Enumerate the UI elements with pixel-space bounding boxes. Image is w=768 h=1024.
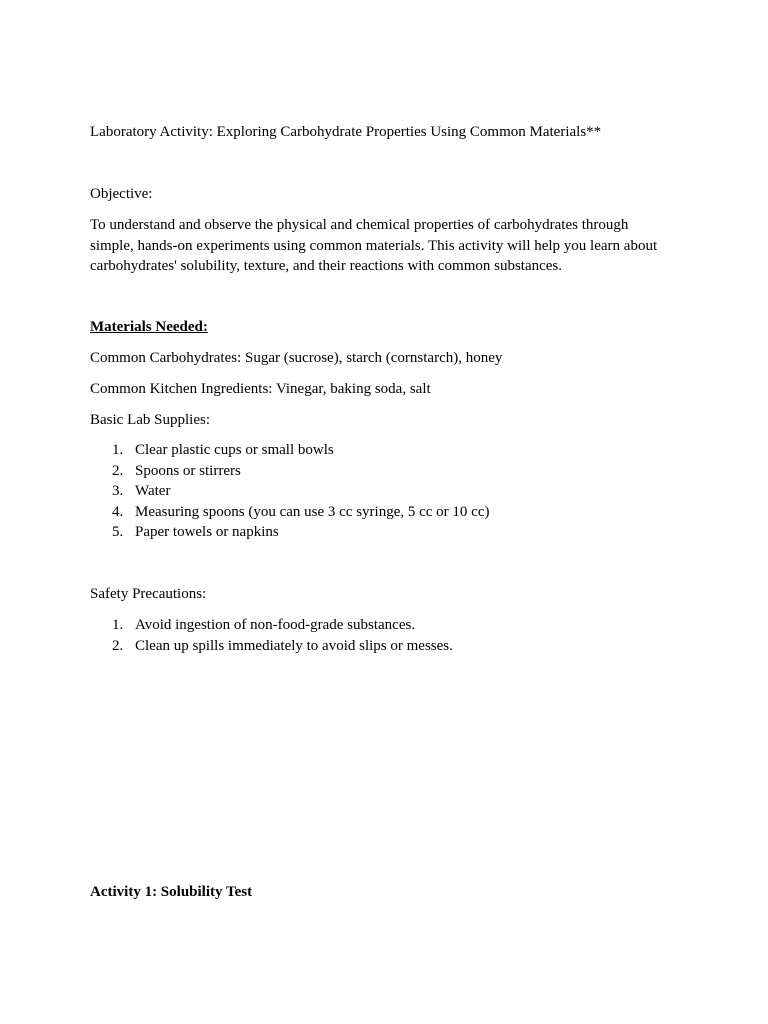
list-item <box>90 481 489 502</box>
list-item-text: Measuring spoons (you can use 3 cc syringe, 5 cc or 10 cc) <box>135 503 490 520</box>
list-item <box>90 440 489 461</box>
list-item <box>90 522 489 543</box>
list-item-number: 3. <box>112 483 124 499</box>
list-item-text: Spoons or stirrers <box>135 462 241 479</box>
list-item <box>90 461 489 482</box>
safety-list <box>90 615 453 656</box>
list-item-text: Clean up spills immediately to avoid slips or messes. <box>135 637 453 654</box>
list-item-number: 1. <box>112 617 124 633</box>
list-item-text: Clear plastic cups or small bowls <box>135 442 334 458</box>
list-item-text: Water <box>135 483 171 499</box>
activity1-heading: Activity 1: Solubility Test <box>90 884 253 900</box>
objective-text: To understand and observe the physical and chemical properties of carbohydrates through simple, hands-on experiments using common materials. This activity will help you learn about carbohydrates' solubility, texture, and their reactions with common substances. <box>90 217 658 274</box>
materials-carbohydrates: Common Carbohydrates: Sugar (sucrose), starch (cornstarch), honey <box>90 350 503 366</box>
materials-heading: Materials Needed: <box>90 319 208 335</box>
list-item-text: Avoid ingestion of non-food-grade substances. <box>135 617 416 633</box>
list-item <box>90 636 453 657</box>
objective-heading: Objective: <box>90 186 153 202</box>
list-item-number: 2. <box>112 637 124 654</box>
list-item-text: Paper towels or napkins <box>135 524 279 540</box>
safety-heading: Safety Precautions: <box>90 586 207 602</box>
lab-supplies-heading: Basic Lab Supplies: <box>90 412 210 428</box>
list-item-number: 2. <box>112 462 124 479</box>
list-item-number: 1. <box>112 442 124 458</box>
list-item <box>90 615 453 636</box>
list-item-number: 4. <box>112 503 124 520</box>
list-item <box>90 502 489 523</box>
list-item-number: 5. <box>112 524 124 540</box>
document-title: Laboratory Activity: Exploring Carbohydrate Properties Using Common Materials** <box>90 124 602 140</box>
materials-kitchen-ingredients: Common Kitchen Ingredients: Vinegar, baking soda, salt <box>90 381 431 397</box>
lab-supplies-list <box>90 440 489 543</box>
